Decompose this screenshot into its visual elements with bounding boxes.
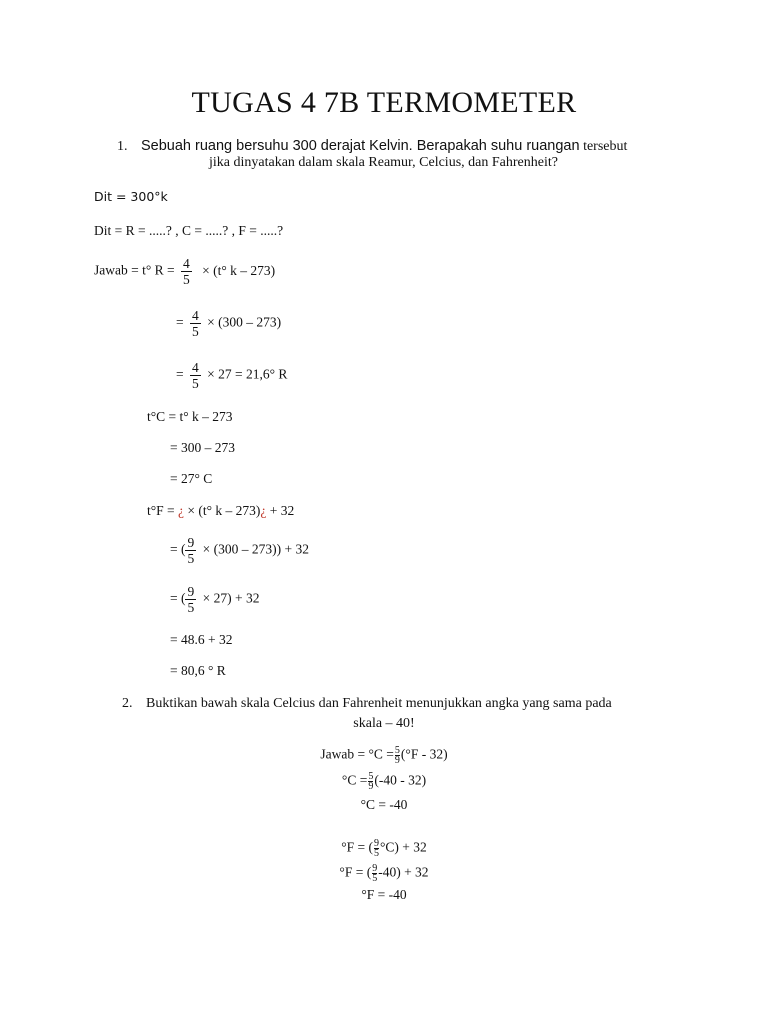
fraction-9-5: $\frac{9}{5}$ <box>187 535 195 566</box>
answer-2-c-line-1: Jawab = °C = $\frac{5}{9}$ (°F - 32) <box>320 745 448 766</box>
question-1-line-2: jika dinyatakan dalam skala Reamur, Celcius, dan Fahrenheit? <box>209 155 558 170</box>
celcius-line-2: = 300 – 273 <box>170 440 235 455</box>
reamur-result: × 27 = 21,6° R <box>207 366 288 382</box>
fraction-4-5: $\frac{4}{5}$ <box>192 308 199 339</box>
reamur-line-2: = $\frac{4}{5}$ × (300 – 273) <box>176 308 282 339</box>
reamur-line-3: = $\frac{4}{5}$ × 27 = 21,6° R <box>176 360 288 391</box>
fraction-5-9: $\frac{5}{9}$ <box>394 745 400 766</box>
question-2-line-2: skala – 40! <box>353 716 415 731</box>
reamur-line-1 <box>94 256 275 287</box>
reamur-expression-2: × (300 – 273) <box>207 314 282 330</box>
asked-line: Dit = R = .....? , C = .....? , F = .....? <box>94 223 284 238</box>
celcius-result: = 27° C <box>170 471 213 486</box>
error-glyph: ¿ <box>260 503 267 518</box>
page-title: TUGAS 4 7B TERMOMETER <box>191 86 577 119</box>
question-1 <box>117 138 627 155</box>
question-1-text-a: Sebuah ruang bersuhu 300 derajat Kelvin. Berapakah suhu ruangan <box>141 138 580 154</box>
fahrenheit-result: = 80,6 ° R <box>170 663 226 678</box>
answer-2-f-line-1: °F = ( $\frac{9}{5}$ °C) + 32 <box>341 838 427 859</box>
fraction-9-5: $\frac{9}{5}$ <box>372 863 378 884</box>
error-glyph: ¿ <box>178 503 185 518</box>
reamur-expression-1: × (t° k – 273) <box>202 262 276 278</box>
question-2 <box>122 696 612 712</box>
fahrenheit-line-1: t°F = ¿ × (t° k – 273)¿ + 32 <box>147 503 295 518</box>
fraction-9-5: $\frac{9}{5}$ <box>187 584 195 615</box>
answer-2-f-line-2: °F = ( $\frac{9}{5}$ -40) + 32 <box>339 863 429 884</box>
question-1-number: 1. <box>117 139 128 154</box>
fraction-4-5: $\frac{4}{5}$ <box>192 360 199 391</box>
reamur-label: Jawab = t° R = <box>94 262 175 278</box>
question-2-number: 2. <box>122 696 133 711</box>
fahrenheit-line-2: = ( $\frac{9}{5}$ × (300 – 273)) + 32 <box>170 535 309 566</box>
fahrenheit-line-4: = 48.6 + 32 <box>170 632 233 647</box>
given-line: Dit = 300°k <box>94 189 168 204</box>
fraction-4-5: $\frac{4}{5}$ <box>183 256 190 287</box>
fahrenheit-line-3: = ( $\frac{9}{5}$ × 27) + 32 <box>170 584 260 615</box>
celcius-line-1: t°C = t° k – 273 <box>147 409 233 424</box>
answer-2-c-result: °C = -40 <box>360 797 408 812</box>
question-1-text-b: tersebut <box>583 139 628 154</box>
answer-2-f-result: °F = -40 <box>361 887 407 902</box>
answer-2-c-line-2: °C = $\frac{5}{9}$ (-40 - 32) <box>341 771 427 792</box>
fraction-5-9: $\frac{5}{9}$ <box>368 771 374 792</box>
question-2-text: Buktikan bawah skala Celcius dan Fahrenheit menunjukkan angka yang sama pada <box>146 696 612 711</box>
fraction-9-5: $\frac{9}{5}$ <box>374 838 379 859</box>
